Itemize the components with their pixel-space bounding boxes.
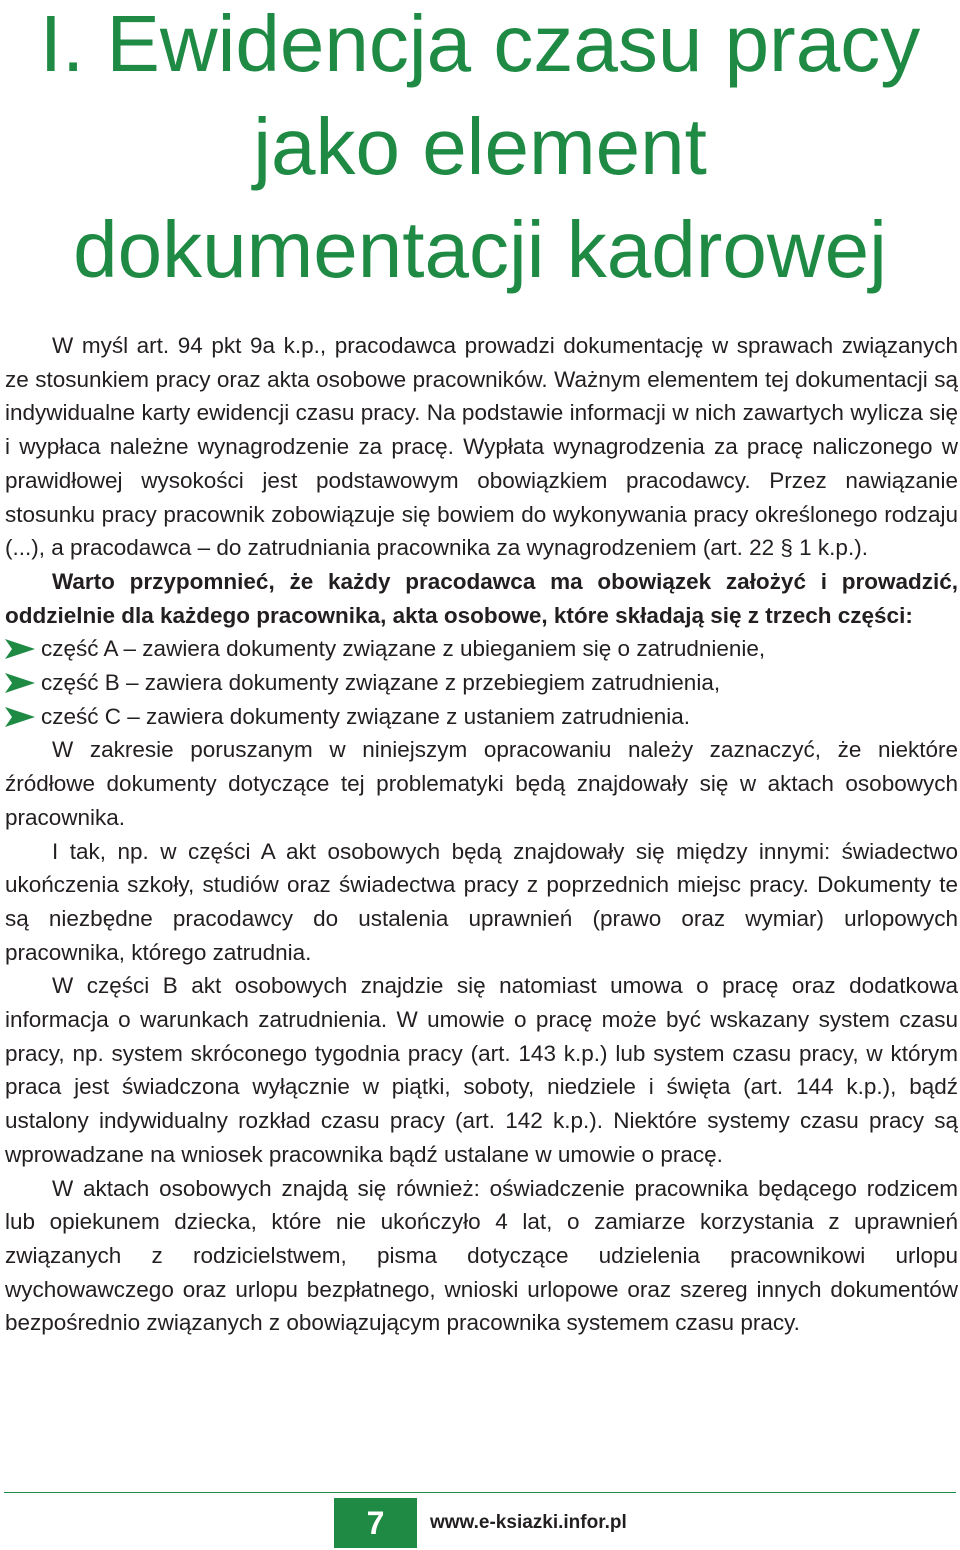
bullet-text-part-a: część A – zawiera dokumenty związane z ubieganiem się o zatrudnienie,: [41, 636, 766, 662]
list-item: [5, 632, 958, 666]
chapter-title-line-1: I. Ewidencja czasu pracy: [39, 0, 921, 88]
chapter-title: [0, 0, 960, 301]
publisher-website: www.e-ksiazki.infor.pl: [430, 1512, 627, 1533]
paragraph-bold-reminder: Warto przypomnieć, że każdy pracodawca ma obowiązek założyć i prowadzić, oddzielnie dla każdego pracownika, akta osobowe, które składają się z trzech części:: [5, 568, 958, 628]
arrowhead-right-icon: [5, 673, 41, 693]
chapter-title-line-3: dokumentacji kadrowej: [73, 205, 887, 294]
page-number: 7: [334, 1498, 417, 1548]
paragraph-scope: W zakresie poruszanym w niniejszym opracowaniu należy zaznaczyć, że niektóre źródłowe dokumenty dotyczące tej problematyki będą znajdowały się w aktach osobowych pracownika.: [5, 737, 958, 830]
bullet-text-part-c: cześć C – zawiera dokumenty związane z ustaniem zatrudnienia.: [41, 703, 691, 729]
paragraph-other-documents: W aktach osobowych znajdą się również: oświadczenie pracownika będącego rodzicem lub opiekunem dziecka, które nie ukończyło 4 lat, o zamiarze korzystania z uprawnień związanych z rodzicielstwem, pisma dotyczące udzielenia pracownikowi urlopu wychowawczego oraz urlopu bezpłatnego, wnioski urlopowe oraz szereg innych dokumentów bezpośrednio związanych z obowiązującym pracownika systemem czasu pracy.: [5, 1175, 958, 1336]
paragraph-intro: W myśl art. 94 pkt 9a k.p., pracodawca prowadzi dokumentację w sprawach związanych ze stosunkiem pracy oraz akta osobowe pracowników. Ważnym elementem tej dokumentacji są indywidualne karty ewidencji czasu pracy. Na podstawie informacji w nich zawartych wylicza się i wypłaca należne wynagrodzenie za pracę. Wypłata wynagrodzenia za pracę naliczonego w prawidłowej wysokości jest podstawowym obowiązkiem pracodawcy. Przez nawiązanie stosunku pracy pracownik zobowiązuje się bowiem do wykonywania pracy określonego rodzaju (...), a pracodawca – do zatrudniania pracownika za wynagrodzeniem (art. 22 § 1 k.p.).: [5, 333, 958, 561]
list-item: [5, 666, 958, 700]
chapter-title-line-2: jako element: [253, 102, 707, 191]
arrowhead-right-icon: [5, 639, 41, 659]
paragraph-part-b: W części B akt osobowych znajdzie się natomiast umowa o pracę oraz dodatkowa informacja o warunkach zatrudnienia. W umowie o pracę może być wskazany system czasu pracy, np. system skróconego tygodnia pracy (art. 143 k.p.) lub system czasu pracy, w którym praca jest świadczona wyłącznie w piątki, soboty, niedziele i święta (art. 144 k.p.), bądź ustalony indywidualny rozkład czasu pracy (art. 142 k.p.). Niektóre systemy czasu pracy są wprowadzane na wniosek pracownika bądź ustalane w umowie o pracę.: [5, 973, 958, 1167]
arrowhead-right-icon: [5, 707, 41, 727]
body-text: [5, 329, 958, 1340]
list-item: [5, 700, 958, 734]
bullet-list: [5, 632, 958, 733]
paragraph-part-a: I tak, np. w części A akt osobowych będą znajdowały się między innymi: świadectwo ukończenia szkoły, studiów oraz świadectwa pracy z poprzednich miejsc pracy. Dokumenty te są niezbędne pracodawcy do ustalenia uprawnień (prawo oraz wymiar) urlopowych pracownika, którego zatrudnia.: [5, 838, 958, 965]
bullet-text-part-b: część B – zawiera dokumenty związane z przebiegiem zatrudnienia,: [41, 670, 721, 696]
footer-divider: [4, 1492, 956, 1493]
